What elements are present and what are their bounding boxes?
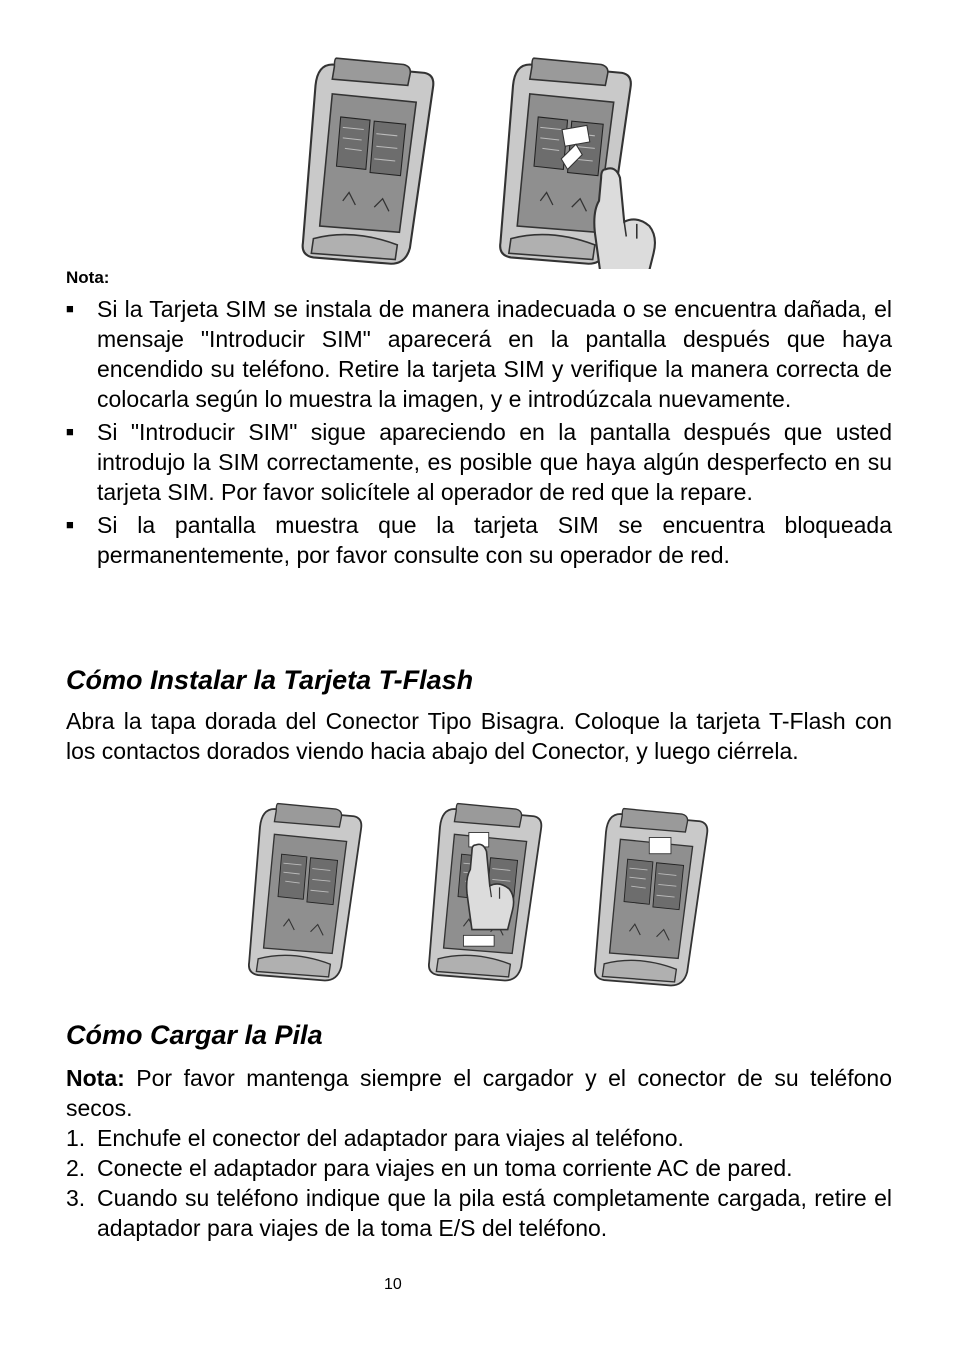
tflash-instructions: Abra la tapa dorada del Conector Tipo Bisagra. Coloque la tarjeta T-Flash con los contactos dorados viendo hacia abajo del Conector, y luego ciérrela. xyxy=(66,708,892,764)
list-item: ■ Si la pantalla muestra que la tarjeta SIM se encuentra bloqueada permanentemente, por favor consulte con su operador de red. xyxy=(66,512,892,568)
battery-note-label: Nota: xyxy=(66,1065,125,1091)
tflash-figure-1 xyxy=(226,800,386,985)
page-number: 10 xyxy=(384,1276,402,1293)
charging-steps xyxy=(66,1123,892,1243)
list-item: 2. Conecte el adaptador para viajes en un toma corriente AC de pared. xyxy=(66,1155,793,1181)
list-item: ■ Si "Introducir SIM" sigue apareciendo en la pantalla después que usted introdujo la SIM correctamente, es posible que haya algún desperfecto en su tarjeta SIM. Por favor solicítele al operador de red que la repare. xyxy=(66,419,892,505)
bullet-icon: ■ xyxy=(66,301,74,316)
note-label: Nota: xyxy=(66,268,110,287)
list-item: ■ Si la Tarjeta SIM se instala de manera inadecuada o se encuentra dañada, el mensaje "Introducir SIM" aparecerá en la pantalla después que haya encendido su teléfono. Retire la tarjeta SIM y verifique la manera correcta de colocarla según lo muestra la imagen, y e introdúzcala nuevamente. xyxy=(66,296,892,412)
bullet-icon: ■ xyxy=(66,517,74,532)
sim-insert-figure-2 xyxy=(482,54,672,269)
sim-notes-list xyxy=(66,294,892,573)
sim-insert-figure-1 xyxy=(284,54,454,269)
battery-charging-heading: Cómo Cargar la Pila xyxy=(66,1020,323,1050)
tflash-figure-2 xyxy=(406,800,566,985)
list-item: 1. Enchufe el conector del adaptador para viajes al teléfono. xyxy=(66,1125,684,1151)
battery-note: Nota: Por favor mantenga siempre el cargador y el conector de su teléfono secos. xyxy=(66,1065,892,1121)
bullet-icon: ■ xyxy=(66,424,74,439)
tflash-heading: Cómo Instalar la Tarjeta T-Flash xyxy=(66,665,474,695)
list-item: 3. Cuando su teléfono indique que la pila está completamente cargada, retire el adaptador para viajes de la toma E/S del teléfono. xyxy=(66,1185,892,1241)
tflash-figure-3 xyxy=(572,805,732,990)
